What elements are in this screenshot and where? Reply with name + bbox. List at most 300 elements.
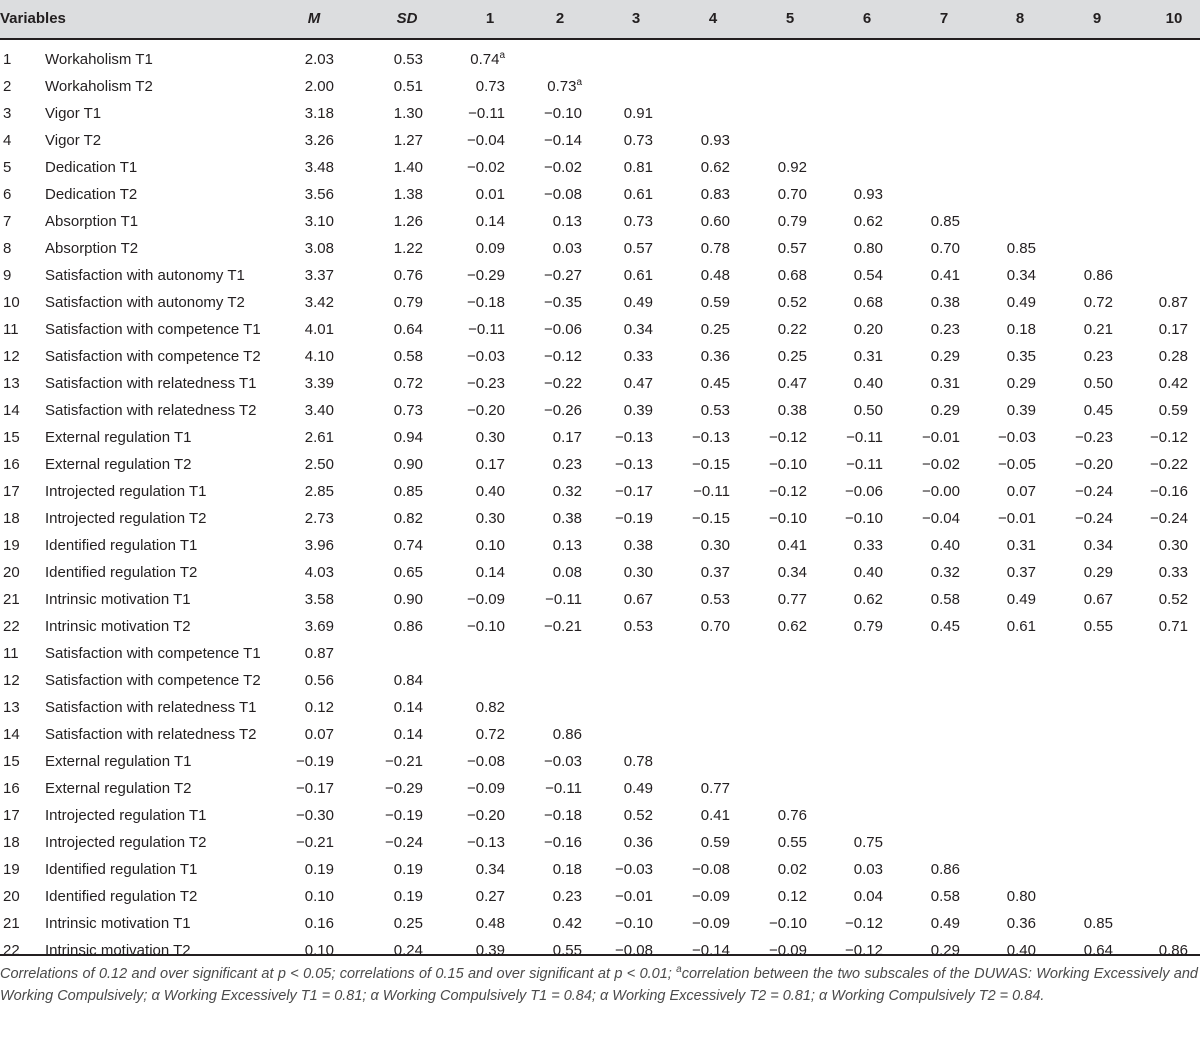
cell-col-3 <box>573 181 653 208</box>
cell-value: 0.29 <box>1006 375 1036 392</box>
cell-sd: 1.40 <box>393 159 423 176</box>
cell-col-2 <box>502 829 582 856</box>
cell-col-7 <box>880 586 960 613</box>
cell-col-1 <box>425 532 505 559</box>
cell-value: 0.52 <box>1158 591 1188 608</box>
row-label: Absorption T1 <box>45 213 139 230</box>
cell-col-5 <box>727 451 807 478</box>
cell-value: 0.57 <box>777 240 807 257</box>
cell-col-9 <box>1033 262 1113 289</box>
cell-col-8 <box>956 559 1036 586</box>
cell-col-6 <box>803 829 883 856</box>
cell-col-4 <box>650 532 730 559</box>
cell-value: −0.05 <box>998 456 1036 473</box>
cell-value: 0.33 <box>1158 564 1188 581</box>
cell-value: −0.24 <box>1075 483 1113 500</box>
header-m: M <box>307 10 321 27</box>
cell-sd: 0.14 <box>393 699 423 716</box>
cell-col-5 <box>727 586 807 613</box>
cell-value: 0.17 <box>475 456 505 473</box>
row-label: External regulation T2 <box>45 456 192 473</box>
row-number: 12 <box>3 348 20 365</box>
row-label: Satisfaction with relatedness T2 <box>45 402 257 419</box>
cell-m: 3.69 <box>304 618 334 635</box>
row-label: Intrinsic motivation T1 <box>45 591 191 608</box>
cell-col-10 <box>1108 613 1188 640</box>
cell-value: −0.11 <box>693 483 730 500</box>
cell-value: 0.77 <box>777 591 807 608</box>
cell-value: 0.36 <box>623 834 653 851</box>
cell-col-4 <box>650 937 730 964</box>
row-label: Satisfaction with competence T2 <box>45 672 261 689</box>
cell-value: 0.70 <box>777 186 807 203</box>
cell-value: 0.32 <box>552 483 582 500</box>
cell-value: 0.76 <box>777 807 807 824</box>
cell-sd: 0.19 <box>393 861 423 878</box>
cell-col-4 <box>650 910 730 937</box>
cell-value: −0.13 <box>615 429 653 446</box>
cell-col-1 <box>425 856 505 883</box>
cell-value: 0.28 <box>1158 348 1188 365</box>
row-number: 16 <box>3 780 20 797</box>
row-number: 18 <box>3 834 20 851</box>
cell-value: 0.61 <box>1006 618 1036 635</box>
cell-value: 0.49 <box>1006 591 1036 608</box>
cell-col-3 <box>573 802 653 829</box>
cell-value: 0.33 <box>623 348 653 365</box>
cell-value: 0.86 <box>930 861 960 878</box>
cell-col-4 <box>650 883 730 910</box>
cell-value: −0.12 <box>769 429 807 446</box>
cell-col-1 <box>425 883 505 910</box>
cell-value: −0.03 <box>998 429 1036 446</box>
cell-sd: 0.90 <box>393 456 423 473</box>
cell-value: −0.14 <box>692 942 730 959</box>
cell-col-6 <box>803 370 883 397</box>
cell-col-1 <box>425 802 505 829</box>
cell-col-3 <box>573 937 653 964</box>
cell-sd: 0.14 <box>393 726 423 743</box>
cell-value: 0.34 <box>777 564 807 581</box>
cell-value: 0.04 <box>853 888 883 905</box>
cell-sd: 0.24 <box>393 942 423 959</box>
cell-value: 0.41 <box>777 537 807 554</box>
cell-value: −0.11 <box>846 429 883 446</box>
cell-col-2 <box>502 586 582 613</box>
cell-col-10 <box>1108 505 1188 532</box>
cell-col-7 <box>880 613 960 640</box>
cell-m: 3.56 <box>304 186 334 203</box>
cell-value: −0.16 <box>1150 483 1188 500</box>
cell-value: −0.23 <box>1075 429 1113 446</box>
cell-col-9 <box>1033 451 1113 478</box>
cell-col-1 <box>425 154 505 181</box>
cell-sd: 0.76 <box>393 267 423 284</box>
cell-value: −0.23 <box>467 375 505 392</box>
cell-col-9 <box>1033 937 1113 964</box>
cell-col-3 <box>573 532 653 559</box>
cell-col-1 <box>425 937 505 964</box>
cell-sd: 0.82 <box>393 510 423 527</box>
header-rule <box>0 38 1200 40</box>
cell-value: 0.13 <box>552 213 582 230</box>
row-number: 15 <box>3 429 20 446</box>
cell-col-2 <box>502 856 582 883</box>
cell-value: 0.34 <box>1006 267 1036 284</box>
cell-value: 0.45 <box>700 375 730 392</box>
row-number: 18 <box>3 510 20 527</box>
cell-m: 3.26 <box>304 132 334 149</box>
cell-value: −0.02 <box>922 456 960 473</box>
cell-col-7 <box>880 397 960 424</box>
cell-value: 0.73 <box>623 132 653 149</box>
cell-m: 0.87 <box>304 645 334 662</box>
cell-value: 0.10 <box>475 537 505 554</box>
cell-col-7 <box>880 451 960 478</box>
cell-col-9 <box>1033 424 1113 451</box>
cell-m: 0.10 <box>304 942 334 959</box>
cell-col-3 <box>573 424 653 451</box>
cell-col-8 <box>956 586 1036 613</box>
cell-value: −0.27 <box>544 267 582 284</box>
cell-value: 0.86 <box>552 726 582 743</box>
cell-value: 0.87 <box>1158 294 1188 311</box>
row-number: 13 <box>3 699 20 716</box>
cell-value: 0.61 <box>623 267 653 284</box>
cell-value: 0.38 <box>777 402 807 419</box>
header-col-8: 8 <box>1015 10 1025 27</box>
row-label: Absorption T2 <box>45 240 139 257</box>
cell-value: 0.80 <box>853 240 883 257</box>
cell-value: 0.12 <box>777 888 807 905</box>
cell-value: 0.55 <box>552 942 582 959</box>
cell-value: 0.35 <box>1006 348 1036 365</box>
cell-value: −0.01 <box>922 429 960 446</box>
cell-m: 2.61 <box>304 429 334 446</box>
row-number: 20 <box>3 888 20 905</box>
cell-col-6 <box>803 937 883 964</box>
cell-value: 0.25 <box>777 348 807 365</box>
cell-col-7 <box>880 208 960 235</box>
cell-col-7 <box>880 424 960 451</box>
cell-value: 0.50 <box>1083 375 1113 392</box>
cell-col-2 <box>502 127 582 154</box>
cell-col-10 <box>1108 451 1188 478</box>
row-number: 21 <box>3 591 20 608</box>
cell-sd: 0.51 <box>393 78 423 95</box>
cell-superscript: a <box>576 77 582 88</box>
cell-value: 0.38 <box>623 537 653 554</box>
cell-value: 0.60 <box>700 213 730 230</box>
row-number: 15 <box>3 753 20 770</box>
row-label: Identified regulation T2 <box>45 564 198 581</box>
cell-value: 0.20 <box>853 321 883 338</box>
note-p-symbol-1: p <box>277 966 286 982</box>
cell-value: 0.73 <box>547 78 577 95</box>
cell-col-2 <box>502 748 582 775</box>
cell-sd: 0.79 <box>393 294 423 311</box>
cell-col-3 <box>573 316 653 343</box>
cell-value: −0.15 <box>692 456 730 473</box>
cell-col-3 <box>573 127 653 154</box>
cell-col-3 <box>573 262 653 289</box>
row-label: Workaholism T2 <box>45 78 153 95</box>
row-number: 11 <box>3 321 19 338</box>
cell-value: 0.29 <box>930 942 960 959</box>
cell-col-1 <box>425 262 505 289</box>
cell-col-1 <box>425 316 505 343</box>
cell-col-1 <box>425 343 505 370</box>
cell-col-9 <box>1033 316 1113 343</box>
row-label: Vigor T2 <box>45 132 102 149</box>
cell-col-10 <box>1108 937 1188 964</box>
cell-col-2 <box>502 154 582 181</box>
cell-value: 0.41 <box>700 807 730 824</box>
cell-value: 0.86 <box>1083 267 1113 284</box>
note-p-symbol-2: p <box>614 966 623 982</box>
cell-value: 0.48 <box>700 267 730 284</box>
cell-sd: 0.58 <box>393 348 423 365</box>
cell-col-6 <box>803 559 883 586</box>
row-number: 17 <box>3 807 20 824</box>
cell-col-3 <box>573 505 653 532</box>
row-label: Introjected regulation T1 <box>45 483 207 500</box>
cell-value: 0.73 <box>475 78 505 95</box>
row-label: Identified regulation T2 <box>45 888 198 905</box>
note-superscript-a: a <box>676 964 682 975</box>
note-part-2: < 0.05; correlations of 0.15 and over significant at <box>285 966 615 982</box>
cell-value: 0.53 <box>700 402 730 419</box>
cell-col-2 <box>502 613 582 640</box>
cell-value: 0.55 <box>777 834 807 851</box>
cell-value: 0.64 <box>1083 942 1113 959</box>
cell-col-1 <box>425 73 505 100</box>
cell-value: −0.10 <box>769 915 807 932</box>
cell-col-6 <box>803 532 883 559</box>
cell-col-1 <box>425 748 505 775</box>
cell-value: 0.68 <box>777 267 807 284</box>
cell-col-10 <box>1108 586 1188 613</box>
cell-col-8 <box>956 316 1036 343</box>
cell-value: 0.61 <box>623 186 653 203</box>
cell-col-4 <box>650 262 730 289</box>
cell-col-6 <box>803 856 883 883</box>
cell-col-4 <box>650 235 730 262</box>
row-label: Identified regulation T1 <box>45 537 198 554</box>
cell-col-1 <box>425 397 505 424</box>
note-part-1: Correlations of 0.12 and over significant at <box>0 966 278 982</box>
row-label: Satisfaction with competence T1 <box>45 321 261 338</box>
cell-value: 0.31 <box>1006 537 1036 554</box>
cell-value: −0.14 <box>544 132 582 149</box>
cell-col-7 <box>880 856 960 883</box>
cell-m: 0.16 <box>304 915 334 932</box>
cell-col-4 <box>650 802 730 829</box>
cell-col-2 <box>502 937 582 964</box>
row-number: 8 <box>3 240 12 257</box>
cell-value: 0.45 <box>1083 402 1113 419</box>
cell-value: −0.03 <box>615 861 653 878</box>
cell-col-8 <box>956 343 1036 370</box>
row-number: 20 <box>3 564 20 581</box>
cell-m: 3.96 <box>304 537 334 554</box>
cell-col-8 <box>956 262 1036 289</box>
cell-value: −0.21 <box>544 618 582 635</box>
cell-value: 0.42 <box>552 915 582 932</box>
cell-value: 0.31 <box>853 348 883 365</box>
cell-value: −0.09 <box>769 942 807 959</box>
cell-value: −0.10 <box>615 915 653 932</box>
row-number: 19 <box>3 861 20 878</box>
cell-value: −0.12 <box>845 915 883 932</box>
cell-sd: 0.19 <box>393 888 423 905</box>
cell-col-5 <box>727 937 807 964</box>
cell-col-1 <box>425 370 505 397</box>
cell-sd: −0.21 <box>385 753 423 770</box>
cell-value: −0.12 <box>544 348 582 365</box>
cell-value: 0.33 <box>853 537 883 554</box>
cell-value: 0.79 <box>777 213 807 230</box>
cell-col-2 <box>502 559 582 586</box>
cell-value: −0.11 <box>846 456 883 473</box>
cell-value: 0.82 <box>475 699 505 716</box>
cell-value: 0.52 <box>777 294 807 311</box>
cell-m: 0.19 <box>304 861 334 878</box>
cell-value: 0.53 <box>700 591 730 608</box>
cell-value: 0.80 <box>1006 888 1036 905</box>
cell-value: 0.37 <box>700 564 730 581</box>
cell-m: 3.10 <box>304 213 334 230</box>
cell-value: −0.16 <box>544 834 582 851</box>
cell-col-10 <box>1108 343 1188 370</box>
cell-col-6 <box>803 397 883 424</box>
cell-sd: 0.85 <box>393 483 423 500</box>
cell-value: 0.49 <box>623 294 653 311</box>
cell-col-6 <box>803 613 883 640</box>
cell-value: 0.30 <box>623 564 653 581</box>
cell-value: 0.03 <box>853 861 883 878</box>
cell-col-6 <box>803 235 883 262</box>
cell-col-3 <box>573 451 653 478</box>
cell-value: −0.11 <box>545 780 582 797</box>
cell-value: −0.15 <box>692 510 730 527</box>
cell-col-7 <box>880 910 960 937</box>
cell-value: 0.17 <box>552 429 582 446</box>
row-label: Dedication T1 <box>45 159 138 176</box>
cell-value: 0.50 <box>853 402 883 419</box>
cell-col-8 <box>956 235 1036 262</box>
cell-value: 0.38 <box>552 510 582 527</box>
cell-col-4 <box>650 775 730 802</box>
cell-col-4 <box>650 316 730 343</box>
cell-value: 0.91 <box>623 105 653 122</box>
header-sd: SD <box>396 10 418 27</box>
header-col-10: 10 <box>1165 10 1183 27</box>
cell-sd: 0.90 <box>393 591 423 608</box>
cell-col-6 <box>803 316 883 343</box>
row-number: 2 <box>3 78 12 95</box>
cell-value: −0.35 <box>544 294 582 311</box>
cell-value: 0.79 <box>853 618 883 635</box>
cell-col-9 <box>1033 370 1113 397</box>
cell-col-2 <box>502 397 582 424</box>
cell-value: 0.85 <box>930 213 960 230</box>
cell-col-1 <box>425 721 505 748</box>
cell-col-1 <box>425 451 505 478</box>
cell-col-3 <box>573 289 653 316</box>
cell-col-7 <box>880 937 960 964</box>
cell-value: 0.29 <box>1083 564 1113 581</box>
cell-m: 4.01 <box>304 321 334 338</box>
cell-value: −0.24 <box>1150 510 1188 527</box>
cell-m: 0.56 <box>304 672 334 689</box>
cell-col-4 <box>650 370 730 397</box>
cell-col-6 <box>803 181 883 208</box>
cell-col-7 <box>880 343 960 370</box>
row-number: 14 <box>3 402 20 419</box>
row-label: Identified regulation T1 <box>45 861 198 878</box>
cell-col-9 <box>1033 910 1113 937</box>
cell-col-9 <box>1033 289 1113 316</box>
cell-value: 0.39 <box>623 402 653 419</box>
cell-col-5 <box>727 262 807 289</box>
cell-value: 0.39 <box>475 942 505 959</box>
cell-value: 0.09 <box>475 240 505 257</box>
cell-value: −0.10 <box>544 105 582 122</box>
cell-sd: −0.29 <box>385 780 423 797</box>
cell-value: 0.78 <box>700 240 730 257</box>
cell-col-5 <box>727 505 807 532</box>
cell-value: −0.09 <box>692 888 730 905</box>
cell-col-2 <box>502 910 582 937</box>
row-number: 13 <box>3 375 20 392</box>
cell-col-1 <box>425 505 505 532</box>
note-part-3: < 0.01; <box>622 966 677 982</box>
row-label: Introjected regulation T2 <box>45 510 207 527</box>
cell-col-3 <box>573 343 653 370</box>
cell-value: 0.85 <box>1083 915 1113 932</box>
cell-m: 4.10 <box>304 348 334 365</box>
cell-value: 0.59 <box>700 834 730 851</box>
row-number: 5 <box>3 159 12 176</box>
cell-value: 0.67 <box>623 591 653 608</box>
cell-col-1 <box>425 910 505 937</box>
cell-col-2 <box>502 883 582 910</box>
cell-value: 0.01 <box>475 186 505 203</box>
cell-value: 0.86 <box>1158 942 1188 959</box>
cell-col-10 <box>1108 397 1188 424</box>
header-col-9: 9 <box>1092 10 1102 27</box>
cell-value: −0.08 <box>467 753 505 770</box>
cell-col-3 <box>573 397 653 424</box>
cell-col-7 <box>880 559 960 586</box>
cell-value: −0.13 <box>692 429 730 446</box>
cell-col-2 <box>502 532 582 559</box>
cell-col-8 <box>956 397 1036 424</box>
cell-value: 0.47 <box>623 375 653 392</box>
cell-value: 0.62 <box>777 618 807 635</box>
cell-sd: 1.38 <box>393 186 423 203</box>
cell-col-4 <box>650 208 730 235</box>
cell-value: 0.08 <box>552 564 582 581</box>
cell-col-4 <box>650 154 730 181</box>
cell-value: −0.01 <box>998 510 1036 527</box>
cell-value: 0.54 <box>853 267 883 284</box>
cell-col-4 <box>650 289 730 316</box>
cell-value: −0.01 <box>615 888 653 905</box>
cell-col-6 <box>803 883 883 910</box>
cell-value: −0.08 <box>615 942 653 959</box>
